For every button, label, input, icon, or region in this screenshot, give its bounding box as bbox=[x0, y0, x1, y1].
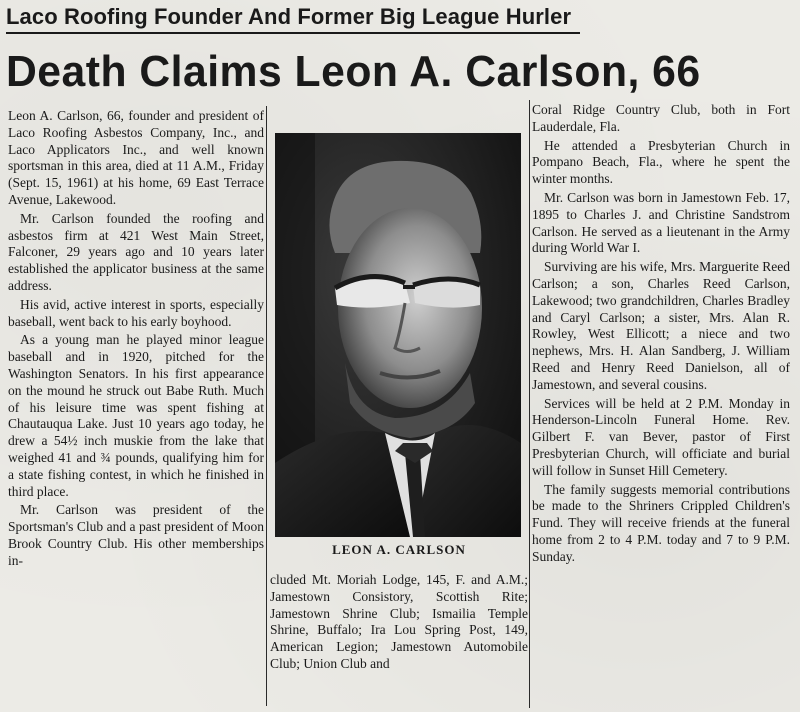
paragraph: Mr. Carlson founded the roofing and asbestos firm at 421 West Main Street, Falconer, 29 years ago and 10 years later established the applicator business at the same address. bbox=[8, 210, 264, 293]
paragraph: As a young man he played minor league baseball and in 1920, pitched for the Washington Senators. In his first appearance on the mound he struck out Babe Ruth. Much of his leisure time was spent fishing at Chautauqua Lake. Just 10 years ago today, he drew a 54½ inch muskie from the lake that weighed 41 and ¾ pounds, qualifying him for a state fishing contest, in which he finished in third place. bbox=[8, 332, 264, 499]
article-column-3 bbox=[532, 102, 790, 568]
main-headline: Death Claims Leon A. Carlson, 66 bbox=[6, 47, 701, 96]
paragraph: Leon A. Carlson, 66, founder and president of Laco Roofing Asbestos Company, Inc., and Laco Applicators Inc., and well known sportsman in this area, died at 11 A.M., Friday (Sept. 15, 1961) at his home, 69 East Terrace Avenue, Lakewood. bbox=[8, 108, 264, 207]
paragraph: cluded Mt. Moriah Lodge, 145, F. and A.M.; Jamestown Consistory, Scottish Rite; Jamestown Shrine Club; Ismailia Temple Shrine, Buffalo; Ira Lou Spring Post, 149, American Legion; Jamestown Automobile Club; Union Club and bbox=[270, 572, 528, 671]
portrait-illustration bbox=[275, 133, 521, 537]
paragraph: Coral Ridge Country Club, both in Fort Lauderdale, Fla. bbox=[532, 102, 790, 134]
paragraph: Surviving are his wife, Mrs. Marguerite Reed Carlson; a son, Charles Reed Carlson, Lakewood; two grandchildren, Charles Bradley and Caryl Carlson; a sister, Mrs. Alan R. Rowley, West Ellicott; a niece and two nephews, Mrs. H. Alan Sandberg, J. William Reed and Henry Reed Danielson, all of Jamestown, and several cousins. bbox=[532, 259, 790, 392]
article-column-1 bbox=[8, 108, 264, 572]
column-rule-right bbox=[529, 100, 530, 708]
paragraph: Mr. Carlson was president of the Sportsman's Club and a past president of Moon Brook Country Club. His other memberships in- bbox=[8, 502, 264, 568]
paragraph: Mr. Carlson was born in Jamestown Feb. 17, 1895 to Charles J. and Christine Sandstrom Carlson. He served as a lieutenant in the Army during World War I. bbox=[532, 189, 790, 256]
column-rule-left bbox=[266, 106, 267, 706]
article-column-2 bbox=[270, 572, 528, 675]
paragraph: Services will be held at 2 P.M. Monday in Henderson-Lincoln Funeral Home. Rev. Gilbert F. van Bever, pastor of First Presbyterian Church, will officiate and burial will follow in Sunset Hill Cemetery. bbox=[532, 395, 790, 478]
paragraph: His avid, active interest in sports, especially baseball, went back to his early boyhood. bbox=[8, 296, 264, 329]
paragraph: The family suggests memorial contributions be made to the Shriners Crippled Children's Fund. They will receive friends at the funeral home from 2 to 4 P.M. today and 7 to 9 P.M. Sunday. bbox=[532, 481, 790, 564]
portrait-photo bbox=[275, 133, 521, 537]
paragraph: He attended a Presbyterian Church in Pompano Beach, Fla., where he spent the winter months. bbox=[532, 137, 790, 187]
photo-caption: LEON A. CARLSON bbox=[332, 542, 466, 557]
kicker-headline: Laco Roofing Founder And Former Big League Hurler bbox=[6, 2, 580, 34]
